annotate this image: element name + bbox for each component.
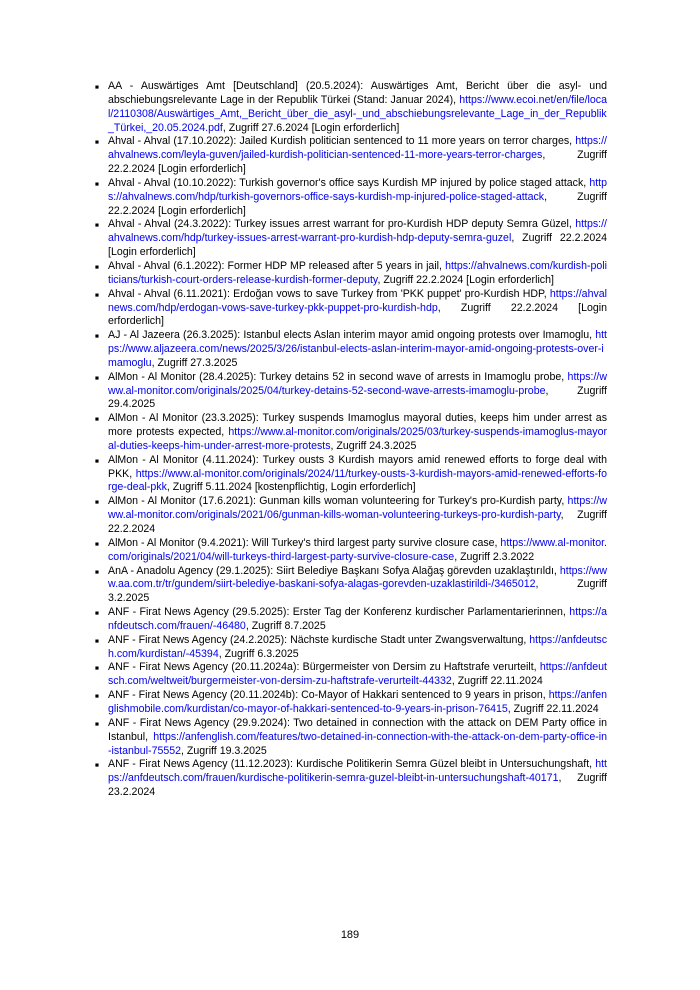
reference-text: Ahval - Ahval (6.1.2022): Former HDP MP released after 5 years in jail, bbox=[108, 259, 446, 272]
bullet-icon: ■ bbox=[95, 263, 99, 271]
bullet-icon: ■ bbox=[95, 499, 99, 507]
reference-text: , Zugriff 22.2.2024 [Login erforderlich] bbox=[108, 190, 607, 217]
bullet-icon: ■ bbox=[95, 610, 99, 618]
reference-text: ANF - Firat News Agency (29.9.2024): Two detained in connection with the attack on DEM Party office in Istanbul, bbox=[108, 716, 607, 743]
reference-link[interactable]: https://www.al-monitor.com/originals/2025/04/turkey-detains-52-second-wave-arrests-imamoglu-probe bbox=[108, 370, 607, 397]
reference-link[interactable]: https://ahvalnews.com/hdp/turkey-issues-arrest-warrant-pro-kurdish-hdp-deputy-semra-guzel bbox=[108, 218, 607, 245]
reference-entry bbox=[95, 412, 607, 454]
reference-link[interactable]: https://www.al-monitor.com/originals/2025/03/turkey-suspends-imamoglus-mayoral-duties-keeps-him-under-arrest-more-protests bbox=[108, 426, 607, 452]
reference-entry bbox=[95, 495, 607, 537]
reference-text: AlMon - Al Monitor (28.4.2025): Turkey detains 52 in second wave of arrests in Imamoglu probe, bbox=[108, 370, 568, 383]
reference-text: ANF - Firat News Agency (24.2.2025): Nächste kurdische Stadt unter Zwangsverwaltung, bbox=[108, 633, 530, 646]
reference-link[interactable]: https://www.al-monitor.com/originals/2024/11/turkey-ousts-3-kurdish-mayors-amid-renewed-efforts-forge-deal-pkk bbox=[108, 467, 607, 494]
reference-link[interactable]: https://anfenglish.com/features/two-detained-in-connection-with-the-attack-on-dem-party-office-in-istanbul-75552 bbox=[108, 730, 607, 757]
reference-link[interactable]: https://ahvalnews.com/hdp/turkish-governors-office-says-kurdish-mp-injured-police-staged-attack bbox=[108, 176, 607, 203]
bullet-icon: ■ bbox=[95, 139, 99, 147]
bullet-icon: ■ bbox=[95, 693, 99, 701]
reference-text: , Zugriff 29.4.2025 bbox=[108, 384, 607, 411]
reference-link[interactable]: https://anfdeutsch.com/weltweit/burgermeister-von-dersim-zu-haftstrafe-verurteilt-44332 bbox=[108, 661, 607, 688]
reference-text: , Zugriff 19.3.2025 bbox=[181, 744, 267, 757]
reference-link[interactable]: https://www.ecoi.net/en/file/local/2110308/Auswärtiges_Amt,_Bericht_über_die_asyl-_und_abschiebungsrelevante_Lage_in_der_Republik_Türkei,_20.05.2024.pdf bbox=[108, 93, 607, 134]
reference-entry bbox=[95, 371, 607, 413]
reference-text: , Zugriff 6.3.2025 bbox=[218, 647, 299, 660]
reference-text: , Zugriff 5.11.2024 [kostenpflichtig, Login erforderlich] bbox=[166, 481, 416, 494]
reference-link[interactable]: https://www.al-monitor.com/originals/2021/06/gunman-kills-woman-volunteering-turkeys-pro-kurdish-party bbox=[108, 495, 607, 522]
reference-text: AlMon - Al Monitor (17.6.2021): Gunman kills woman volunteering for Turkey's pro-Kurdish party, bbox=[108, 495, 568, 508]
reference-link[interactable]: https://ahvalnews.com/hdp/erdogan-vows-save-turkey-pkk-puppet-pro-kurdish-hdp bbox=[108, 287, 607, 314]
reference-text: , Zugriff 22.2.2024 [Login erforderlich] bbox=[377, 273, 554, 286]
reference-text: AlMon - Al Monitor (9.4.2021): Will Turkey's third largest party survive closure case, bbox=[108, 536, 501, 549]
reference-entry bbox=[95, 260, 607, 288]
reference-entry bbox=[95, 218, 607, 260]
reference-text: Ahval - Ahval (6.11.2021): Erdoğan vows to save Turkey from 'PKK puppet' pro-Kurdish HDP, bbox=[108, 287, 550, 300]
bullet-icon: ■ bbox=[95, 540, 99, 548]
reference-text: , Zugriff 3.2.2025 bbox=[108, 578, 607, 605]
bullet-icon: ■ bbox=[95, 416, 99, 424]
reference-text: , Zugriff 27.6.2024 [Login erforderlich] bbox=[222, 121, 400, 134]
reference-list bbox=[95, 80, 607, 800]
reference-text: , Zugriff 22.2.2024 bbox=[108, 509, 607, 535]
bullet-icon: ■ bbox=[95, 762, 99, 770]
reference-text: ANF - Firat News Agency (20.11.2024a): Bürgermeister von Dersim zu Haftstrafe verurteilt, bbox=[108, 661, 540, 674]
reference-entry bbox=[95, 329, 607, 371]
reference-entry bbox=[95, 661, 607, 689]
reference-text: AnA - Anadolu Agency (29.1.2025): Siirt Belediye Başkanı Sofya Alağaş görevden uzaklaştırıldı, bbox=[108, 564, 560, 577]
reference-text: , Zugriff 23.2.2024 bbox=[108, 772, 607, 799]
reference-link[interactable]: https://www.aljazeera.com/news/2025/3/26/istanbul-elects-aslan-interim-mayor-amid-ongoing-protests-over-imamoglu bbox=[108, 329, 607, 369]
reference-link[interactable]: https://ahvalnews.com/kurdish-politicians/turkish-court-orders-release-kurdish-former-deputy bbox=[108, 259, 607, 286]
reference-entry bbox=[95, 758, 607, 800]
reference-text: , Zugriff 22.2.2024 [Login erforderlich] bbox=[108, 232, 607, 259]
reference-link[interactable]: https://www.aa.com.tr/tr/gundem/siirt-belediye-baskani-sofya-alagas-gorevden-uzaklastirildi-/3465012 bbox=[108, 564, 607, 591]
reference-text: Ahval - Ahval (10.10.2022): Turkish governor's office says Kurdish MP injured by police staged attack, bbox=[108, 176, 590, 189]
reference-text: , Zugriff 22.11.2024 bbox=[451, 675, 543, 688]
reference-link[interactable]: https://www.al-monitor.com/originals/2021/04/will-turkeys-third-largest-party-survive-closure-case bbox=[108, 536, 607, 563]
bullet-icon: ■ bbox=[95, 568, 99, 576]
bullet-icon: ■ bbox=[95, 374, 99, 382]
reference-entry bbox=[95, 537, 607, 565]
reference-text: ANF - Firat News Agency (11.12.2023): Kurdische Politikerin Semra Güzel bleibt in Untersuchungshaft, bbox=[108, 758, 596, 771]
reference-text: , Zugriff 22.2.2024 [Login erforderlich] bbox=[108, 149, 607, 176]
reference-link[interactable]: https://anfdeutsch.com/frauen/kurdische-politikerin-semra-guzel-bleibt-in-untersuchungshaft-40171 bbox=[108, 758, 607, 785]
reference-link[interactable]: https://anfdeutsch.com/kurdistan/-45394 bbox=[108, 633, 607, 660]
page-number: 189 bbox=[340, 929, 360, 941]
bullet-icon: ■ bbox=[95, 333, 99, 341]
bullet-icon: ■ bbox=[95, 665, 99, 673]
reference-link[interactable]: https://anfdeutsch.com/frauen/-46480 bbox=[108, 606, 607, 632]
reference-text: ANF - Firat News Agency (29.5.2025): Erster Tag der Konferenz kurdischer Parlamentarierinnen, bbox=[108, 606, 570, 619]
reference-text: , Zugriff 22.2.2024 [Login erforderlich] bbox=[108, 301, 607, 328]
reference-entry bbox=[95, 717, 607, 759]
reference-text: , Zugriff 8.7.2025 bbox=[245, 619, 326, 632]
reference-entry bbox=[95, 177, 607, 219]
reference-text: , Zugriff 24.3.2025 bbox=[330, 439, 417, 452]
reference-entry bbox=[95, 135, 607, 177]
reference-entry bbox=[95, 634, 607, 662]
bullet-icon: ■ bbox=[95, 457, 99, 465]
reference-text: AlMon - Al Monitor (4.11.2024): Turkey ousts 3 Kurdish mayors amid renewed efforts to forge deal with PKK, bbox=[108, 453, 607, 480]
reference-text: Ahval - Ahval (24.3.2022): Turkey issues arrest warrant for pro-Kurdish HDP deputy Semra Güzel, bbox=[108, 218, 576, 231]
reference-text: Ahval - Ahval (17.10.2022): Jailed Kurdish politician sentenced to 11 more years on terror charges, bbox=[108, 135, 576, 148]
reference-text: AlMon - Al Monitor (23.3.2025): Turkey suspends Imamoglus mayoral duties, keeps him under arrest as more protests expected, bbox=[108, 412, 607, 439]
reference-text: AA - Auswärtiges Amt [Deutschland] (20.5.2024): Auswärtiges Amt, Bericht über die asyl- und abschiebungsrelevante Lage in der Republik Türkei (Stand: Januar 2024), bbox=[108, 80, 607, 106]
reference-entry bbox=[95, 606, 607, 634]
bullet-icon: ■ bbox=[95, 291, 99, 299]
reference-text: ANF - Firat News Agency (20.11.2024b): Co-Mayor of Hakkari sentenced to 9 years in prison, bbox=[108, 689, 549, 702]
reference-entry bbox=[95, 454, 607, 496]
reference-text: , Zugriff 27.3.2025 bbox=[151, 356, 238, 369]
reference-link[interactable]: https://anfenglishmobile.com/kurdistan/co-mayor-of-hakkari-sentenced-to-9-years-in-prison-76415 bbox=[108, 689, 607, 715]
bullet-icon: ■ bbox=[95, 637, 99, 645]
reference-entry bbox=[95, 689, 607, 717]
reference-entry bbox=[95, 80, 607, 135]
references-section bbox=[95, 80, 607, 800]
reference-text: AJ - Al Jazeera (26.3.2025): Istanbul elects Aslan interim mayor amid ongoing protests over Imamoglu, bbox=[108, 329, 596, 342]
reference-text: , Zugriff 22.11.2024 bbox=[507, 702, 599, 715]
bullet-icon: ■ bbox=[95, 84, 99, 91]
reference-text: , Zugriff 2.3.2022 bbox=[454, 550, 535, 563]
bullet-icon: ■ bbox=[95, 222, 99, 230]
reference-link[interactable]: https://ahvalnews.com/leyla-guven/jailed-kurdish-politician-sentenced-11-more-years-terror-charges bbox=[108, 135, 607, 162]
bullet-icon: ■ bbox=[95, 720, 99, 728]
reference-entry bbox=[95, 288, 607, 330]
bullet-icon: ■ bbox=[95, 180, 99, 188]
reference-entry bbox=[95, 565, 607, 607]
